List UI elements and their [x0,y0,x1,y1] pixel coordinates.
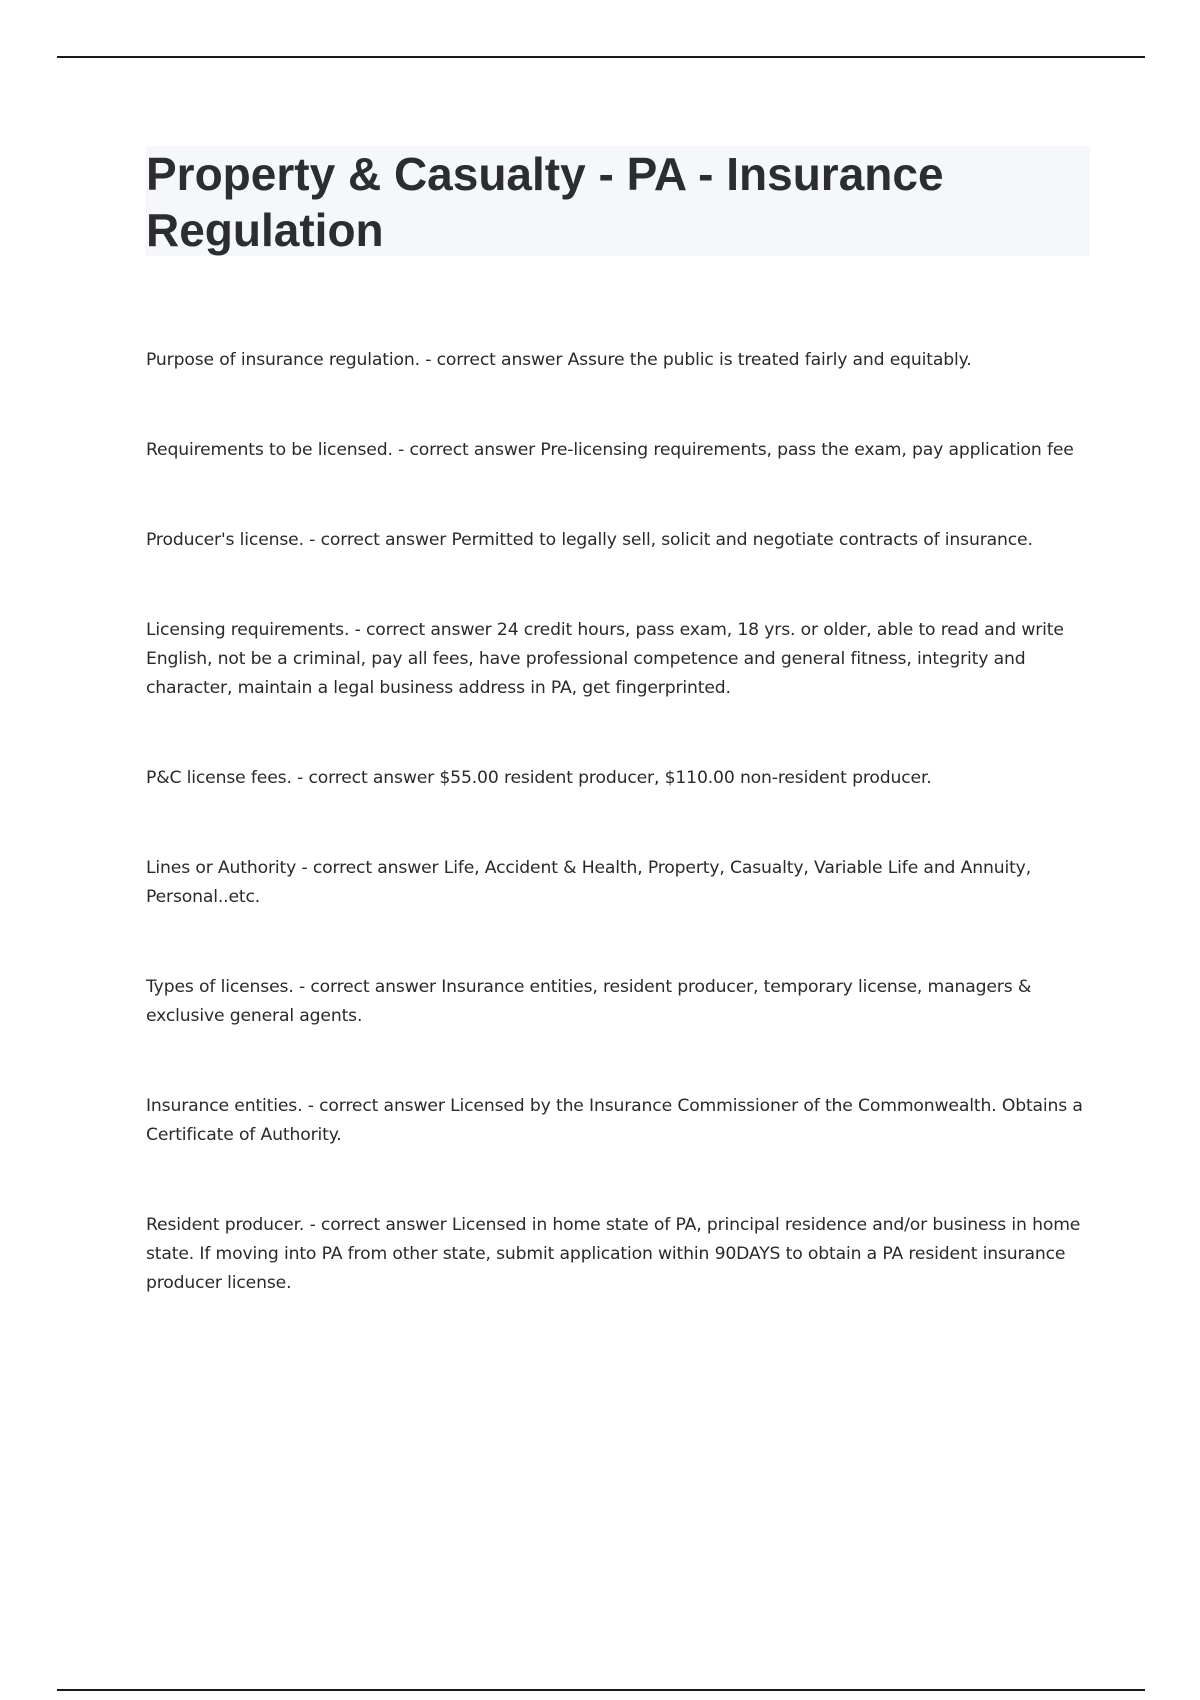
qa-answer: Permitted to legally sell, solicit and negotiate contracts of insurance. [451,530,1033,550]
qa-question: Types of licenses. [146,977,294,997]
qa-question: Resident producer. [146,1215,305,1235]
document-title: Property & Casualty - PA - Insurance Regulation [146,148,944,256]
qa-question: Insurance entities. [146,1096,303,1116]
qa-separator: - correct answer [349,620,497,640]
qa-separator: - correct answer [302,1096,451,1116]
qa-item [146,1211,1090,1298]
qa-answer: Insurance entities, resident producer, temporary license, managers & exclusive general agents. [146,977,1032,1026]
qa-separator: - correct answer [293,977,442,997]
qa-item [146,973,1090,1031]
qa-separator: - correct answer [304,1215,452,1235]
qa-item [146,346,1090,375]
qa-answer: Life, Accident & Health, Property, Casualty, Variable Life and Annuity, Personal..etc. [146,858,1032,907]
qa-question: Purpose of insurance regulation. [146,350,420,370]
qa-question: Lines or Authority [146,858,297,878]
qa-answer: Licensed in home state of PA, principal residence and/or business in home state. If moving into PA from other state, submit application within 90DAYS to obtain a PA resident insurance producer license. [146,1215,1081,1293]
qa-item [146,526,1090,555]
qa-item [146,854,1090,912]
title-block [146,146,1090,256]
footer-rule [57,1689,1145,1691]
qa-answer: Licensed by the Insurance Commissioner of the Commonwealth. Obtains a Certificate of Authority. [146,1096,1083,1145]
qa-question: Producer's license. [146,530,304,550]
qa-item [146,764,1090,793]
header-rule [57,56,1145,58]
qa-separator: - correct answer [291,768,440,788]
qa-item [146,436,1090,465]
qa-answer: Assure the public is treated fairly and equitably. [567,350,972,370]
qa-answer: 24 credit hours, pass exam, 18 yrs. or older, able to read and write English, not be a criminal, pay all fees, have professional competence and general fitness, integrity and character, maintain a legal business address in PA, get fingerprinted. [146,620,1064,698]
qa-separator: - correct answer [296,858,444,878]
qa-list [146,346,1090,1298]
qa-separator: - correct answer [392,440,541,460]
qa-item [146,1092,1090,1150]
qa-question: Requirements to be licensed. [146,440,393,460]
qa-answer: $55.00 resident producer, $110.00 non-resident producer. [439,768,932,788]
qa-question: P&C license fees. [146,768,292,788]
qa-separator: - correct answer [419,350,568,370]
qa-answer: Pre-licensing requirements, pass the exam, pay application fee [540,440,1074,460]
qa-item [146,616,1090,703]
qa-question: Licensing requirements. [146,620,350,640]
qa-separator: - correct answer [303,530,452,550]
